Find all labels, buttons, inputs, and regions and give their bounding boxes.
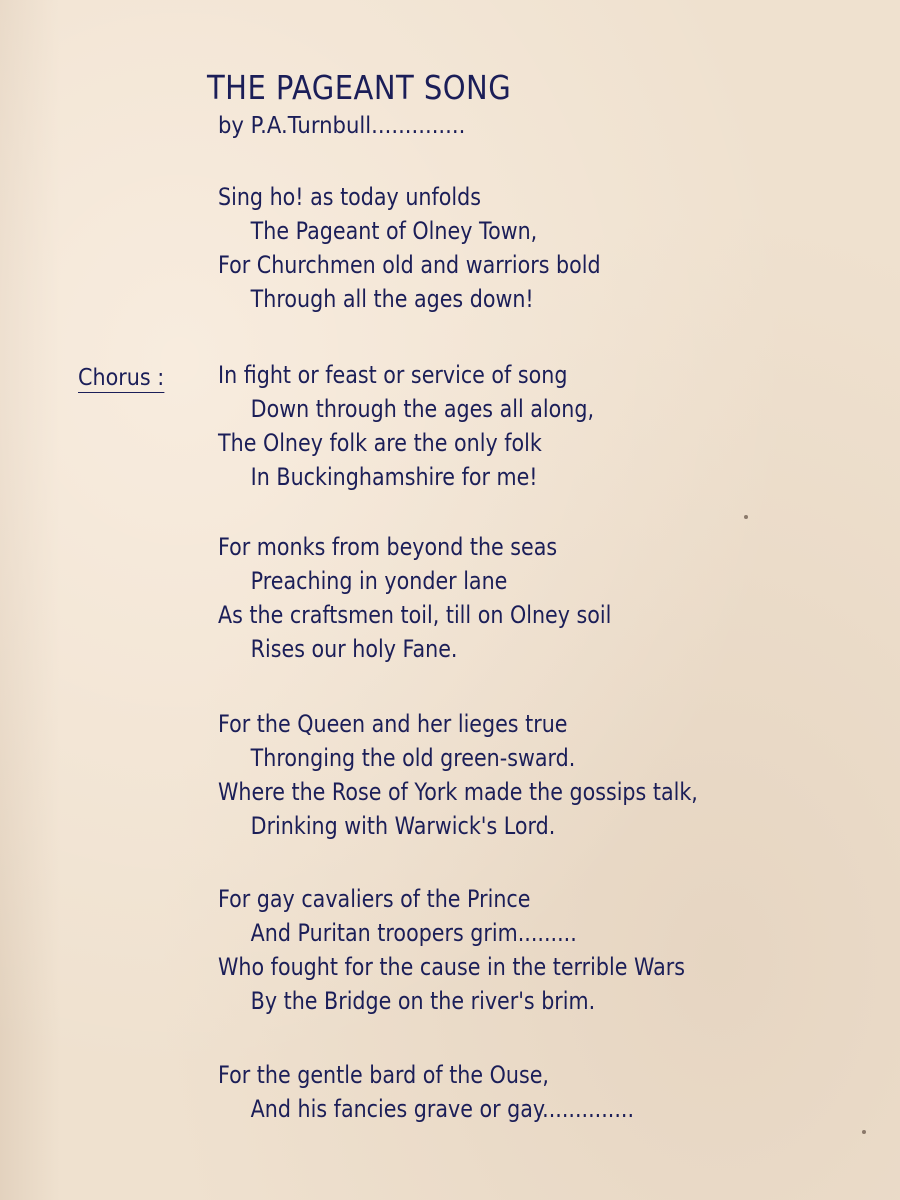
stanza-5 [218, 882, 761, 1018]
stanza-chorus [218, 358, 655, 494]
stanza-line: The Olney folk are the only folk [218, 429, 542, 457]
stanza-line: The Pageant of Olney Town, [250, 217, 538, 245]
stanza-line: Drinking with Warwick's Lord. [250, 812, 556, 840]
stanza-line: For monks from beyond the seas [218, 533, 558, 561]
stanza-line: Thronging the old green-sward. [250, 744, 576, 772]
stanza-line: In Buckinghamshire for me! [250, 463, 538, 491]
author-byline: by P.A.Turnbull.............. [218, 113, 466, 139]
stanza-line: Preaching in yonder lane [250, 567, 508, 595]
stanza-6 [218, 1058, 702, 1126]
paper-speck [862, 1130, 866, 1134]
stanza-line: For gay cavaliers of the Prince [218, 885, 531, 913]
stanza-line: Down through the ages all along, [250, 395, 595, 423]
stanza-line: For Churchmen old and warriors bold [218, 251, 601, 279]
stanza-line: For the gentle bard of the Ouse, [218, 1061, 549, 1089]
stanza-line: Where the Rose of York made the gossips talk, [218, 778, 698, 806]
song-title: THE PAGEANT SONG [207, 68, 512, 107]
stanza-line: By the Bridge on the river's brim. [250, 987, 596, 1015]
stanza-line: Rises our holy Fane. [250, 635, 458, 663]
stanza-1 [218, 180, 663, 316]
stanza-line: Through all the ages down! [250, 285, 534, 313]
stanza-line: As the craftsmen toil, till on Olney soil [218, 601, 612, 629]
chorus-label-text: Chorus : [78, 365, 165, 391]
stanza-line: Who fought for the cause in the terrible Wars [218, 953, 685, 981]
chorus-label [78, 365, 164, 391]
stanza-3 [218, 530, 675, 666]
stanza-4 [218, 707, 776, 843]
paper-speck [744, 515, 748, 519]
stanza-line: Sing ho! as today unfolds [218, 183, 481, 211]
stanza-line: And Puritan troopers grim......... [250, 919, 577, 947]
stanza-line: In fight or feast or service of song [218, 361, 568, 389]
stanza-line: And his fancies grave or gay.............. [250, 1095, 635, 1123]
stanza-line: For the Queen and her lieges true [218, 710, 568, 738]
